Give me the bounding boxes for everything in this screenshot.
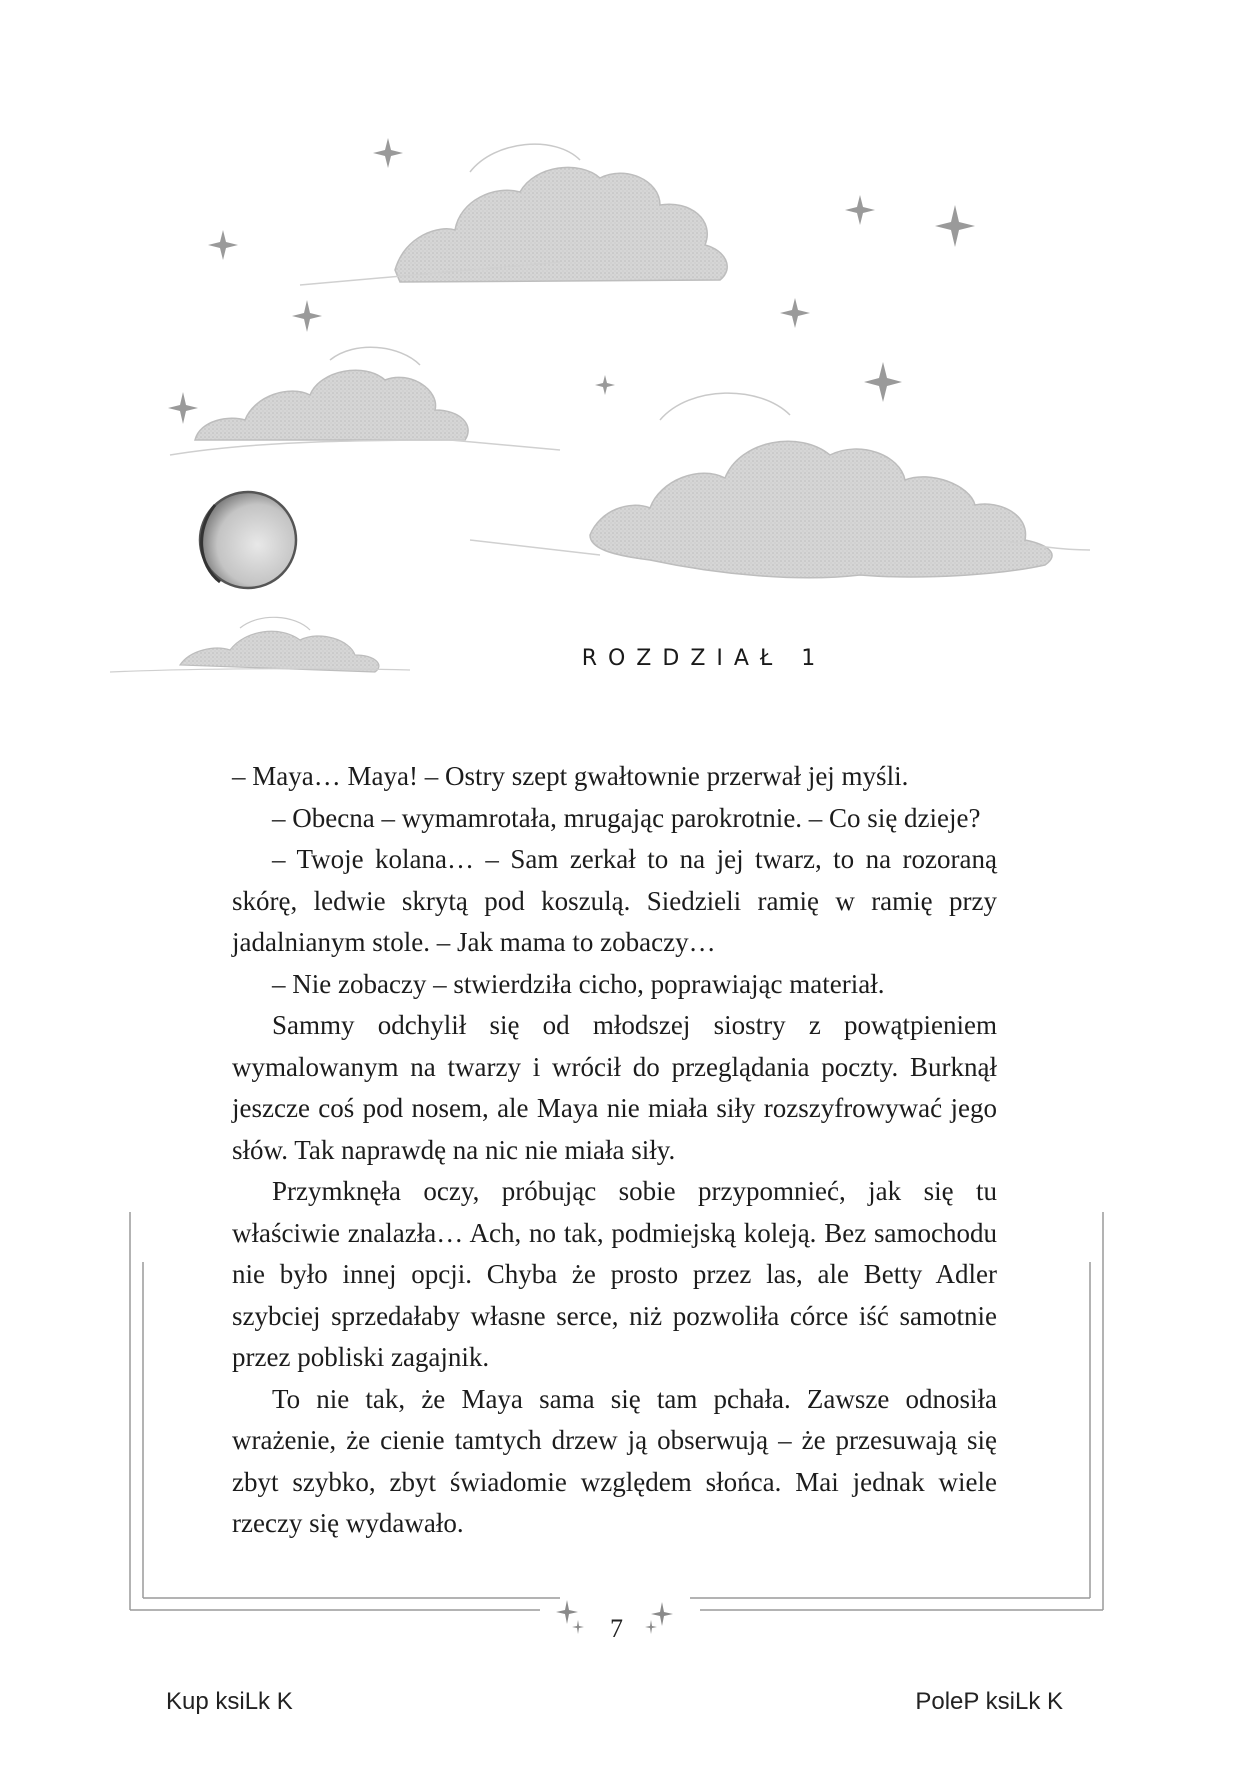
- cloud-icon: [470, 393, 1090, 578]
- page-number: 7: [610, 1614, 623, 1643]
- paragraph: – Maya… Maya! – Ostry szept gwałtownie przerwał jej myśli.: [232, 761, 909, 791]
- moon-icon: [200, 492, 296, 588]
- paragraph: – Nie zobaczy – stwierdziła cicho, poprawiając materiał.: [272, 968, 885, 999]
- decorative-frame: [0, 1200, 1233, 1680]
- cloud-icon: [300, 144, 727, 285]
- paragraph: Sammy odchylił się od młodszej siostry z powątpieniem wymalowanym na twarzy i wrócił do przeglądania poczty. Burknął jeszcze coś pod nosem, ale Maya nie miała siły rozszyfrowywać jego słów. Tak naprawdę na nic nie miała siły.: [232, 1010, 997, 1165]
- footer-recommend-link[interactable]: PoleP ksiLk K: [915, 1688, 1063, 1715]
- chapter-heading: ROZDZIAŁ 1: [581, 646, 827, 671]
- paragraph: – Twoje kolana… – Sam zerkał to na jej twarz, to na rozoraną skórę, ledwie skrytą pod koszulą. Siedzieli ramię w ramię przy jadalnianym stole. – Jak mama to zobaczy…: [232, 844, 997, 957]
- paragraph: To nie tak, że Maya sama się tam pchała. Zawsze odnosiła wrażenie, że cienie tamtych drzew ją obserwują – że przesuwają się zbyt szybko, zbyt świadomie względem słońca. Mai jednak wiele rzeczy się wydawało.: [232, 1383, 997, 1538]
- cloud-icon: [170, 347, 560, 455]
- paragraph: – Obecna – wymamrotała, mrugając parokrotnie. – Co się dzieje?: [272, 802, 981, 833]
- footer-buy-link[interactable]: Kup ksiLk K: [166, 1688, 293, 1715]
- night-sky-illustration: [0, 0, 1233, 700]
- paragraph: Przymknęła oczy, próbując sobie przypomnieć, jak się tu właściwie znalazła… Ach, no tak, podmiejską koleją. Bez samochodu nie było innej opcji. Chyba że prosto przez las, ale Betty Adler szybciej sprzedałaby własne serce, niż pozwoliła córce iść samotnie przez pobliski zagajnik.: [232, 1176, 997, 1372]
